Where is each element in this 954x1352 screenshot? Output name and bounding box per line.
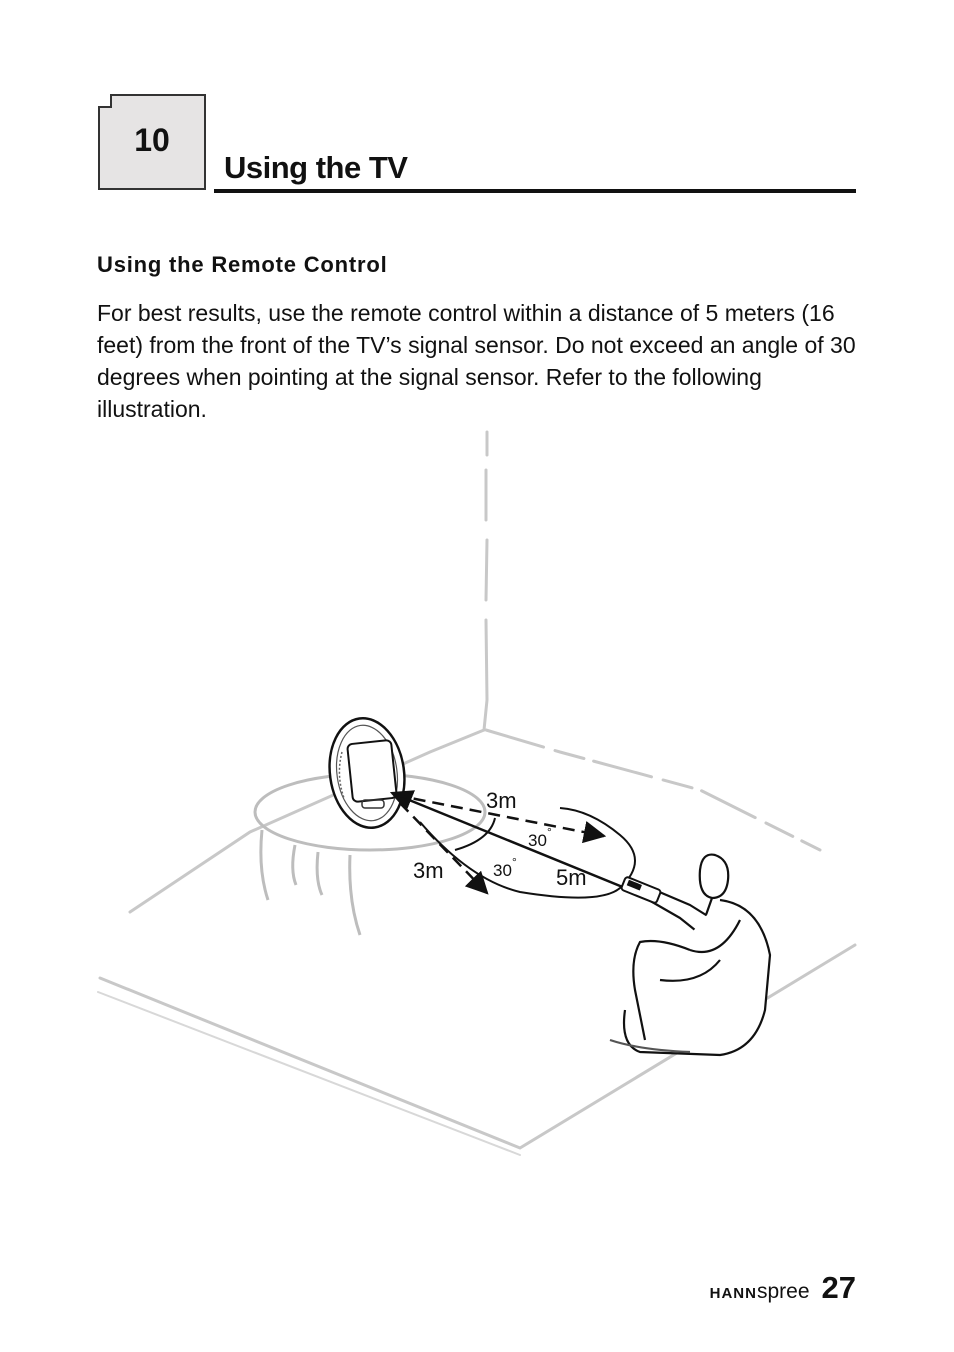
distance-label-top: 3m [486,788,517,813]
chapter-number: 10 [134,122,170,158]
body-paragraph: For best results, use the remote control within a distance of 5 meters (16 feet) from the front of the TV’s signal sensor. Do not exceed an angle of 30 degrees when pointing at the signal sensor. Refer to the following illustration. [97,300,856,422]
angle-label-top: 30 [528,831,547,850]
tv-icon [323,713,412,832]
title-underline [214,189,856,193]
angle-label-bottom: 30 [493,861,512,880]
chapter-box-notch [98,94,112,108]
distance-label-center: 5m [556,865,587,890]
degree-mark-top: ° [547,825,552,839]
remote-range-illustration [0,420,954,1180]
page-footer [710,1270,856,1306]
distance-label-left: 3m [413,858,444,883]
brand-logo-bold: HANN [709,1285,757,1302]
page-number: 27 [821,1270,856,1305]
chapter-number-box [98,94,206,190]
remote-control-icon [621,876,661,903]
chapter-title: Using the TV [224,150,408,185]
degree-mark-bottom: ° [512,855,517,869]
section-heading: Using the Remote Control [97,252,388,277]
brand-logo-light: spree [756,1280,810,1303]
